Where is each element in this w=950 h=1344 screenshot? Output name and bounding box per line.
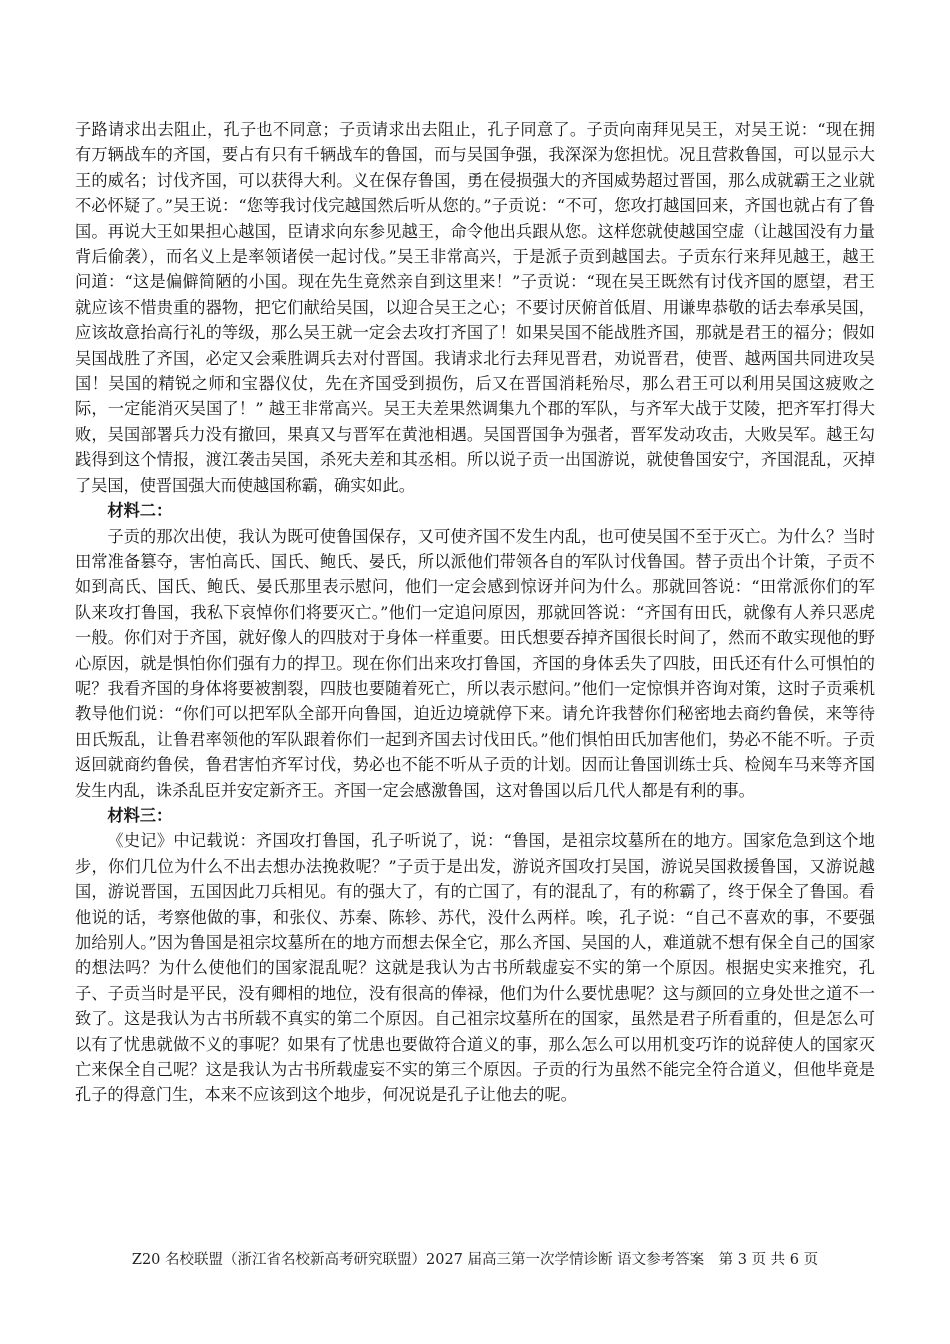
section-heading-material-three: 材料三： [107, 805, 173, 825]
paragraph-material-two: 子贡的那次出使，我认为既可使鲁国保存，又可使齐国不发生内乱，也可使吴国不至于灭亡。为什么？当时田常准备篡夺，害怕高氏、国氏、鲍氏、晏氏，所以派他们带领各自的军队讨伐鲁国。替子贡出个计策，子贡不如到高氏、国氏、鲍氏、晏氏那里表示慰问，他们一定会感到惊讶并问为什么。那就回答说：“田常派你们的军队来攻打鲁国，我私下哀悼你们将要灭亡。”他们一定追问原因，那就回答说：“齐国有田氏，就像有人养只恶虎一般。你们对于齐国，就好像人的四肢对于身体一样重要。田氏想要吞掉齐国很长时间了，然而不敢实现他的野心原因，就是惧怕你们强有力的捍卫。现在你们出来攻打鲁国，齐国的身体丢失了四肢，田氏还有什么可惧怕的呢？我看齐国的身体将要被割裂，四肢也要随着死亡，所以表示慰问。”他们一定惊惧并咨询对策，这时子贡乘机教导他们说：“你们可以把军队全部开向鲁国，迫近边境就停下来。请允许我替你们秘密地去商约鲁侯，来等待田氏叛乱，让鲁君率领他的军队跟着你们一起到齐国去讨伐田氏。”他们惧怕田氏加害他们，势必不能不听。子贡返回就商约鲁侯，鲁君害怕齐军讨伐，势必也不能不听从子贡的计划。因而让鲁国训练士兵、检阅车马来等齐国发生内乱，诛杀乱臣并安定新齐王。齐国一定会感激鲁国，这对鲁国以后几代人都是有利的事。 [75, 526, 875, 800]
paragraph-material-three: 《史记》中记载说：齐国攻打鲁国，孔子听说了，说：“鲁国，是祖宗坟墓所在的地方。国家危急到这个地步，你们几位为什么不出去想办法挽救呢？”子贡于是出发，游说齐国攻打吴国，游说吴国救援鲁国，又游说越国，游说晋国，五国因此刀兵相见。有的强大了，有的亡国了，有的混乱了，有的称霸了，终于保全了鲁国。看他说的话，考察他做的事，和张仪、苏秦、陈轸、苏代，没什么两样。唉，孔子说：“自己不喜欢的事，不要强加给别人。”因为鲁国是祖宗坟墓所在的地方而想去保全它，那么齐国、吴国的人，难道就不想有保全自己的国家的想法吗？为什么使他们的国家混乱呢？这就是我认为古书所载虚妄不实的第一个原因。根据史实来推究，孔子、子贡当时是平民，没有卿相的地位，没有很高的俸禄，他们为什么要忧患呢？这与颜回的立身处世之道不一致了。这是我认为古书所载不真实的第二个原因。自己祖宗坟墓所在的国家，虽然是君子所看重的，但是怎么可以有了忧患就做不义的事呢？如果有了忧患也要做符合道义的事，那么怎么可以用机变巧诈的说辞使人的国家灭亡来保全自己呢？这是我认为古书所载虚妄不实的第三个原因。子贡的行为虽然不能完全符合道义，但他毕竟是孔子的得意门生，本来不应该到这个地步，何况说是孔子让他去的呢。 [75, 831, 875, 1105]
page-footer: Z20 名校联盟（浙江省名校新高考研究联盟）2027 届高三第一次学情诊断 语文参考答案 第 3 页 共 6 页 [131, 1252, 819, 1268]
paragraph-material-one-continued: 子路请求出去阻止，孔子也不同意；子贡请求出去阻止，孔子同意了。子贡向南拜见吴王，对吴王说：“现在拥有万辆战车的齐国，要占有只有千辆战车的鲁国，而与吴国争强，我深深为您担忧。况且营救鲁国，可以显示大王的威名；讨伐齐国，可以获得大利。义在保存鲁国，勇在侵损强大的齐国威势超过晋国，那么成就霸王之业就不必怀疑了。”吴王说：“您等我讨伐完越国然后听从您的。”子贡说：“不可，您攻打越国回来，齐国也就占有了鲁国。再说大王如果担心越国，臣请求向东参见越王，命令他出兵跟从您。这样您就使越国空虚（让越国没有力量背后偷袭），而名义上是率领诸侯一起讨伐。”吴王非常高兴，于是派子贡到越国去。子贡东行来拜见越王，越王问道：“这是偏僻简陋的小国。现在先生竟然亲自到这里来！”子贡说：“现在吴王既然有讨伐齐国的愿望，君王就应该不惜贵重的器物，把它们献给吴国，以迎合吴王之心；不要讨厌俯首低眉、用谦卑恭敬的话去奉承吴国，应该故意抬高行礼的等级，那么吴王就一定会去攻打齐国了！如果吴国不能战胜齐国，那就是君王的福分；假如吴国战胜了齐国，必定又会乘胜调兵去对付晋国。我请求北行去拜见晋君，劝说晋君，使晋、越两国共同进攻吴国！吴国的精锐之师和宝器仪仗，先在齐国受到损伤，后又在晋国消耗殆尽，那么君王可以利用吴国这疲败之际，一定能消灭吴国了！” 越王非常高兴。吴王夫差果然调集九个郡的军队，与齐军大战于艾陵，把齐军打得大败，吴国部署兵力没有撤回，果真又与晋军在黄池相遇。吴国晋国争为强者，晋军发动攻击，大败吴军。越王勾践得到这个情报，渡江袭击吴国，杀死夫差和其丞相。所以说子贡一出国游说，就使鲁国安宁，齐国混乱，灭掉了吴国，使晋国强大而使越国称霸，确实如此。 [75, 120, 875, 495]
document-body [75, 117, 875, 1108]
section-heading-material-two: 材料二： [107, 501, 173, 521]
